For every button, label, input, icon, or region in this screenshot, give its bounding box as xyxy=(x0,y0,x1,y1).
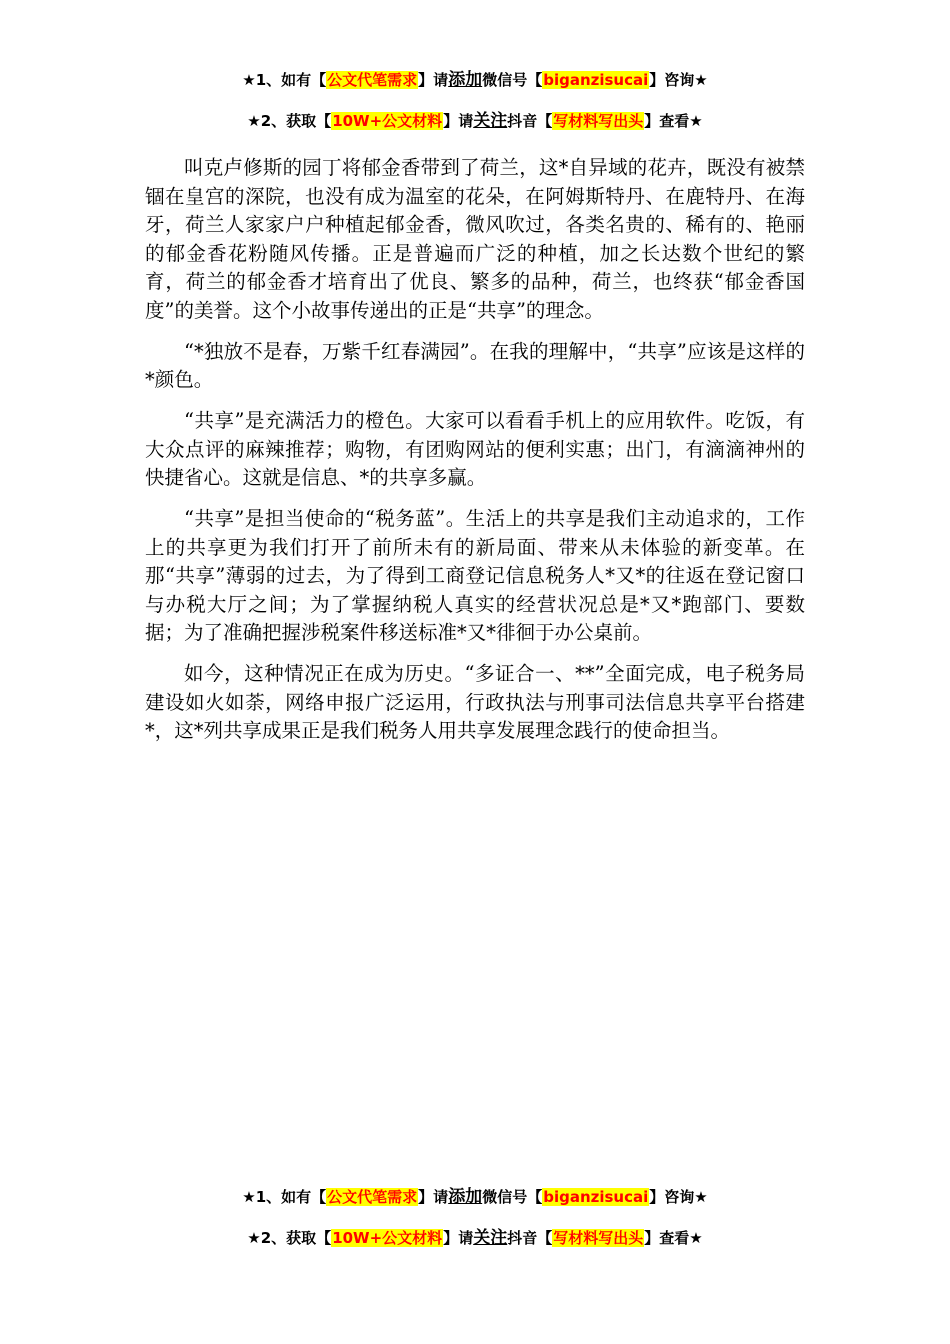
promo-text: ★1、如有【 xyxy=(242,71,327,89)
body-paragraph: “共享”是担当使命的“税务蓝”。生活上的共享是我们主动追求的，工作上的共享更为我们打开了前所未有的新局面、带来从未体验的新变革。在那“共享”薄弱的过去，为了得到工商登记信息税务人*又*的往返在登记窗口与办税大厅之间；为了掌握纳税人真实的经营状况总是*又*跑部门、要数据；为了准确把握涉税案件移送标准*又*徘徊于办公桌前。 xyxy=(145,507,805,644)
promo-text: 微信号【 xyxy=(482,71,543,89)
footer-promo-line-2 xyxy=(0,1228,950,1248)
promo-highlight: 公文代笔需求 xyxy=(327,71,418,89)
promo-text: 】请 xyxy=(443,1229,474,1247)
promo-highlight: 10W+公文材料 xyxy=(332,1229,443,1247)
body-paragraph: 叫克卢修斯的园丁将郁金香带到了荷兰，这*自异域的花卉，既没有被禁锢在皇宫的深院，也没有成为温室的花朵，在阿姆斯特丹、在鹿特丹、在海牙，荷兰人家家户户种植起郁金香，微风吹过，各类名贵的、稀有的、艳丽的郁金香花粉随风传播。正是普遍而广泛的种植，加之长达数个世纪的繁育，荷兰的郁金香才培育出了优良、繁多的品种，荷兰，也终获“郁金香国度”的美誉。这个小故事传递出的正是“共享”的理念。 xyxy=(145,156,805,322)
promo-underlined: 添加 xyxy=(448,1187,483,1207)
promo-text: 】查看★ xyxy=(644,1229,703,1247)
promo-text: 抖音【 xyxy=(507,1229,553,1247)
footer-promo-line-1 xyxy=(0,1187,950,1207)
body-paragraph: 如今，这种情况正在成为历史。“多证合一、**”全面完成，电子税务局建设如火如荼，网络申报广泛运用，行政执法与刑事司法信息共享平台搭建*，这*列共享成果正是我们税务人用共享发展理念践行的使命担当。 xyxy=(145,662,805,742)
body-paragraph: “共享”是充满活力的橙色。大家可以看看手机上的应用软件。吃饭，有大众点评的麻辣推荐；购物，有团购网站的便利实惠；出门，有滴滴神州的快捷省心。这就是信息、*的共享多赢。 xyxy=(145,409,805,489)
header-promo-line-2 xyxy=(0,111,950,131)
promo-text: 】请 xyxy=(418,1188,449,1206)
promo-highlight: 公文代笔需求 xyxy=(327,1188,418,1206)
document-body xyxy=(145,154,805,758)
promo-highlight: 10W+公文材料 xyxy=(332,112,443,130)
promo-text: 】请 xyxy=(418,71,449,89)
promo-text: ★2、获取【 xyxy=(247,1229,332,1247)
body-paragraph: “*独放不是春，万紫千红春满园”。在我的理解中，“共享”应该是这样的*颜色。 xyxy=(145,339,805,391)
promo-text: 抖音【 xyxy=(507,112,553,130)
promo-highlight-wechat-id: biganzisucai xyxy=(543,1188,649,1206)
promo-text: ★2、获取【 xyxy=(247,112,332,130)
promo-text: ★1、如有【 xyxy=(242,1188,327,1206)
promo-text: 】咨询★ xyxy=(649,71,708,89)
promo-underlined: 关注 xyxy=(473,111,508,131)
promo-underlined: 关注 xyxy=(473,1228,508,1248)
promo-text: 】咨询★ xyxy=(649,1188,708,1206)
promo-text: 微信号【 xyxy=(482,1188,543,1206)
promo-underlined: 添加 xyxy=(448,70,483,90)
promo-highlight-douyin-id: 写材料写出头 xyxy=(553,112,644,130)
promo-text: 】查看★ xyxy=(644,112,703,130)
header-promo-line-1 xyxy=(0,70,950,90)
promo-highlight-wechat-id: biganzisucai xyxy=(543,71,649,89)
promo-highlight-douyin-id: 写材料写出头 xyxy=(553,1229,644,1247)
promo-text: 】请 xyxy=(443,112,474,130)
